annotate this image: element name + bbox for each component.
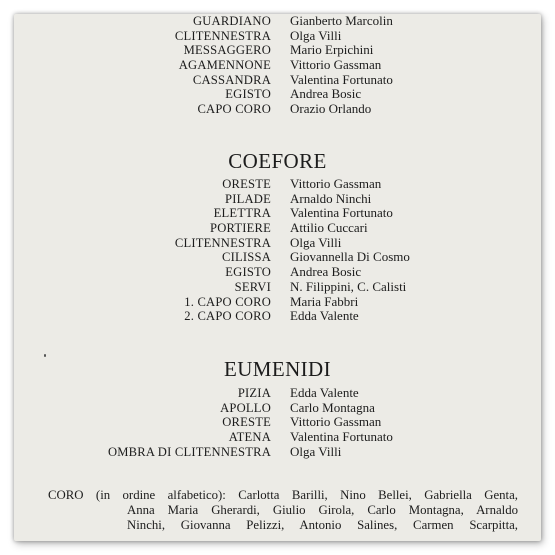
actor-name: Vittorio Gassman [290, 414, 382, 430]
role-name: ORESTE [222, 415, 271, 430]
cast-row [14, 430, 541, 445]
cast-row [14, 250, 541, 265]
actor-name: Maria Fabbri [290, 293, 359, 309]
cast-row [14, 309, 541, 324]
actor-name: N. Filippini, C. Calisti [290, 278, 407, 294]
role-name: EGISTO [225, 265, 271, 280]
actor-name: Andrea Bosic [290, 264, 362, 280]
cast-row [14, 58, 541, 73]
actor-name: Vittorio Gassman [290, 176, 382, 191]
role-name: CLITENNESTRA [174, 28, 271, 43]
cast-list-agamennone [14, 14, 541, 117]
role-name: SERVI [234, 279, 271, 294]
actor-name: Valentina Fortunato [290, 71, 393, 87]
cast-row [14, 73, 541, 88]
actor-name: Olga Villi [290, 443, 342, 459]
cast-row [14, 43, 541, 58]
cast-row [14, 102, 541, 117]
cast-row [14, 445, 541, 460]
actor-name: Carlo Montagna [290, 399, 375, 415]
role-name: ELETTRA [213, 206, 271, 221]
cast-row [14, 265, 541, 280]
cast-row [14, 386, 541, 401]
role-name: OMBRA DI CLITENNESTRA [107, 444, 271, 459]
chorus-paragraph [48, 488, 518, 533]
paper-speck [44, 354, 46, 357]
role-name: CILISSA [222, 250, 271, 265]
cast-row [14, 236, 541, 251]
cast-row [14, 295, 541, 310]
actor-name: Arnaldo Ninchi [290, 190, 372, 206]
actor-name: Vittorio Gassman [290, 57, 382, 73]
cast-row [14, 206, 541, 221]
actor-name: Gianberto Marcolin [290, 14, 393, 28]
section-title-coefore: COEFORE [228, 149, 327, 173]
cast-row [14, 29, 541, 44]
role-name: ATENA [228, 430, 271, 445]
cast-row [14, 415, 541, 430]
role-name: CAPO CORO [197, 102, 271, 117]
cast-row [14, 177, 541, 192]
role-name: MESSAGGERO [183, 43, 271, 58]
role-name: AGAMENNONE [178, 58, 271, 73]
cast-row [14, 192, 541, 207]
actor-name: Valentina Fortunato [290, 429, 393, 445]
cast-row [14, 221, 541, 236]
chorus-line: Anna Maria Gherardi, Giulio Girola, Carlo Montagna, Arnaldo [127, 503, 518, 517]
cast-row [14, 87, 541, 102]
actor-name: Mario Erpichini [290, 42, 374, 58]
role-name: PORTIERE [209, 221, 271, 236]
role-name: CLITENNESTRA [174, 235, 271, 250]
role-name: APOLLO [220, 400, 271, 415]
actor-name: Valentina Fortunato [290, 205, 393, 221]
actor-name: Edda Valente [290, 385, 359, 400]
chorus-line: CORO (in ordine alfabetico): Carlotta Barilli, Nino Bellei, Gabriella Genta, [48, 488, 518, 502]
cast-row [14, 280, 541, 295]
role-name: EGISTO [225, 87, 271, 102]
actor-name: Orazio Orlando [290, 101, 372, 117]
role-name: 2. CAPO CORO [184, 309, 271, 324]
cast-row [14, 14, 541, 29]
cast-list-coefore [14, 177, 541, 324]
cast-list-eumenidi [14, 386, 541, 459]
role-name: 1. CAPO CORO [184, 294, 271, 309]
chorus-line: Ninchi, Giovanna Pelizzi, Antonio Salines, Carmen Scarpitta, [127, 518, 518, 532]
role-name: PILADE [225, 191, 271, 206]
role-name: ORESTE [222, 177, 271, 191]
actor-name: Olga Villi [290, 27, 342, 43]
actor-name: Olga Villi [290, 234, 342, 250]
actor-name: Attilio Cuccari [290, 220, 368, 236]
section-title-eumenidi: EUMENIDI [223, 357, 331, 381]
role-name: GUARDIANO [192, 14, 271, 28]
actor-name: Edda Valente [290, 308, 359, 324]
actor-name: Giovannella Di Cosmo [290, 249, 410, 265]
actor-name: Andrea Bosic [290, 86, 362, 102]
program-page [14, 14, 541, 541]
role-name: PIZIA [237, 386, 271, 400]
role-name: CASSANDRA [192, 72, 271, 87]
cast-row [14, 401, 541, 416]
